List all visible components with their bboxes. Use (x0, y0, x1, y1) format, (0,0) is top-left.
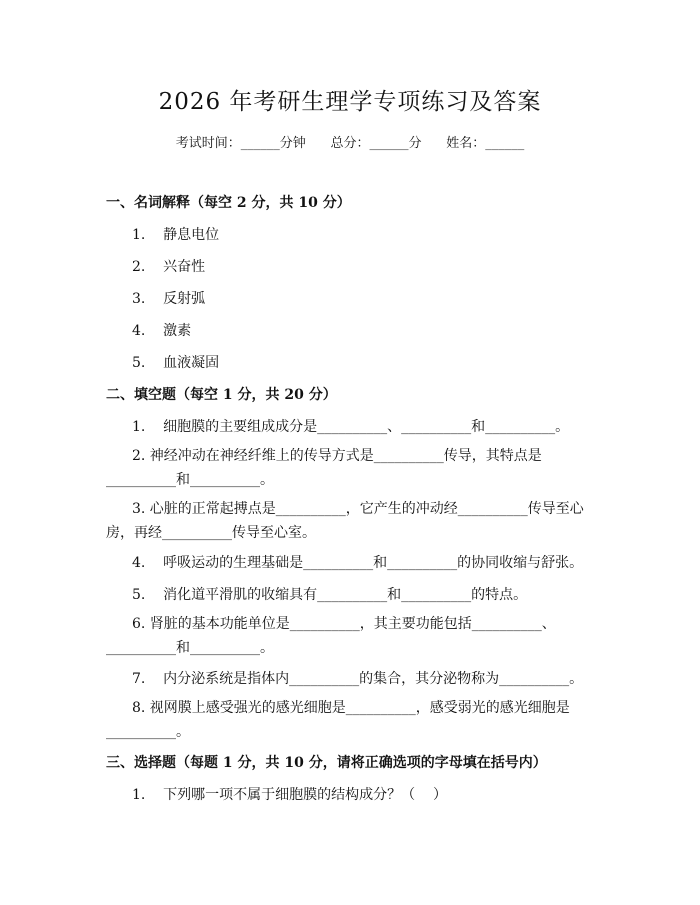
list-item: 7. 内分泌系统是指体内__________的集合，其分泌物称为__________。 (132, 671, 584, 687)
list-item: 6. 肾脏的基本功能单位是__________，其主要功能包括__________、__________和__________。 (106, 616, 556, 656)
list-item: 2. 神经冲动在神经纤维上的传导方式是__________传导，其特点是__________和__________。 (106, 448, 542, 488)
list-item: 4. 激素 (132, 323, 192, 339)
list-item: 1. 静息电位 (132, 227, 220, 243)
list-item: 2. 兴奋性 (132, 259, 206, 275)
list-item: 1. 细胞膜的主要组成成分是__________、__________和__________。 (132, 419, 570, 435)
page-title: 2026 年考研生理学专项练习及答案 (158, 89, 542, 115)
list-item: 4. 呼吸运动的生理基础是__________和__________的协同收缩与舒张。 (132, 555, 584, 571)
section-heading-2: 二、填空题（每空 1 分，共 20 分） (106, 387, 337, 403)
section-heading-3: 三、选择题（每题 1 分，共 10 分，请将正确选项的字母填在括号内） (106, 755, 547, 771)
list-item: 8. 视网膜上感受强光的感光细胞是__________，感受弱光的感光细胞是__________。 (106, 700, 570, 740)
list-item: 5. 血液凝固 (132, 355, 220, 371)
list-item: 5. 消化道平滑肌的收缩具有__________和__________的特点。 (132, 587, 528, 603)
list-item: 3. 心脏的正常起搏点是__________，它产生的冲动经__________传导至心房，再经__________传导至心室。 (106, 501, 584, 541)
list-item: 1. 下列哪一项不属于细胞膜的结构成分？（ ） (132, 787, 447, 803)
exam-meta: 考试时间：______分钟 总分：______分 姓名：______ (175, 136, 525, 151)
section-heading-1: 一、名词解释（每空 2 分，共 10 分） (106, 195, 351, 211)
list-item: 3. 反射弧 (132, 291, 206, 307)
